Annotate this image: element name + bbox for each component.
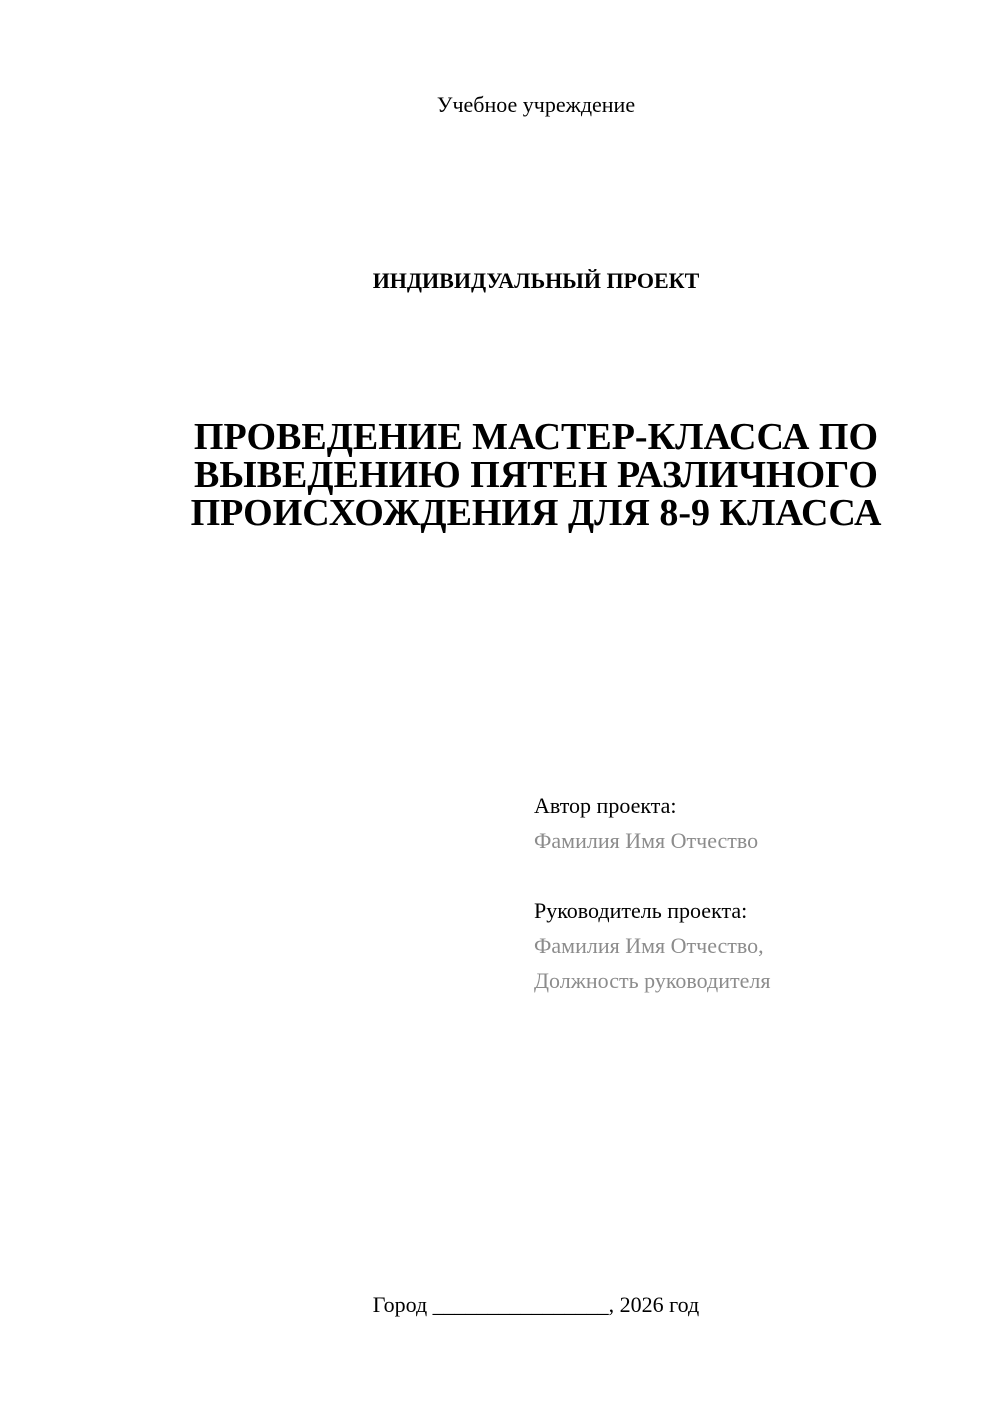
credits-spacer <box>534 858 954 893</box>
supervisor-label: Руководитель проекта: <box>534 898 748 923</box>
project-type-heading: ИНДИВИДУАЛЬНЫЙ ПРОЕКТ <box>372 268 700 293</box>
title-line-2: ВЫВЕДЕНИЮ ПЯТЕН РАЗЛИЧНОГО <box>194 454 878 496</box>
supervisor-position-placeholder: Должность руководителя <box>534 968 771 993</box>
title-line-3: ПРОИСХОЖДЕНИЯ ДЛЯ 8-9 КЛАССА <box>190 492 882 534</box>
author-name-placeholder: Фамилия Имя Отчество <box>534 828 759 853</box>
supervisor-name-placeholder: Фамилия Имя Отчество, <box>534 933 764 958</box>
project-credits <box>534 788 954 998</box>
city-year-line: Город ________________, 2026 год <box>372 1292 700 1317</box>
title-line-1: ПРОВЕДЕНИЕ МАСТЕР-КЛАССА ПО <box>193 416 879 458</box>
project-title <box>150 418 922 532</box>
institution-name: Учебное учреждение <box>436 92 636 117</box>
author-label: Автор проекта: <box>534 793 677 818</box>
